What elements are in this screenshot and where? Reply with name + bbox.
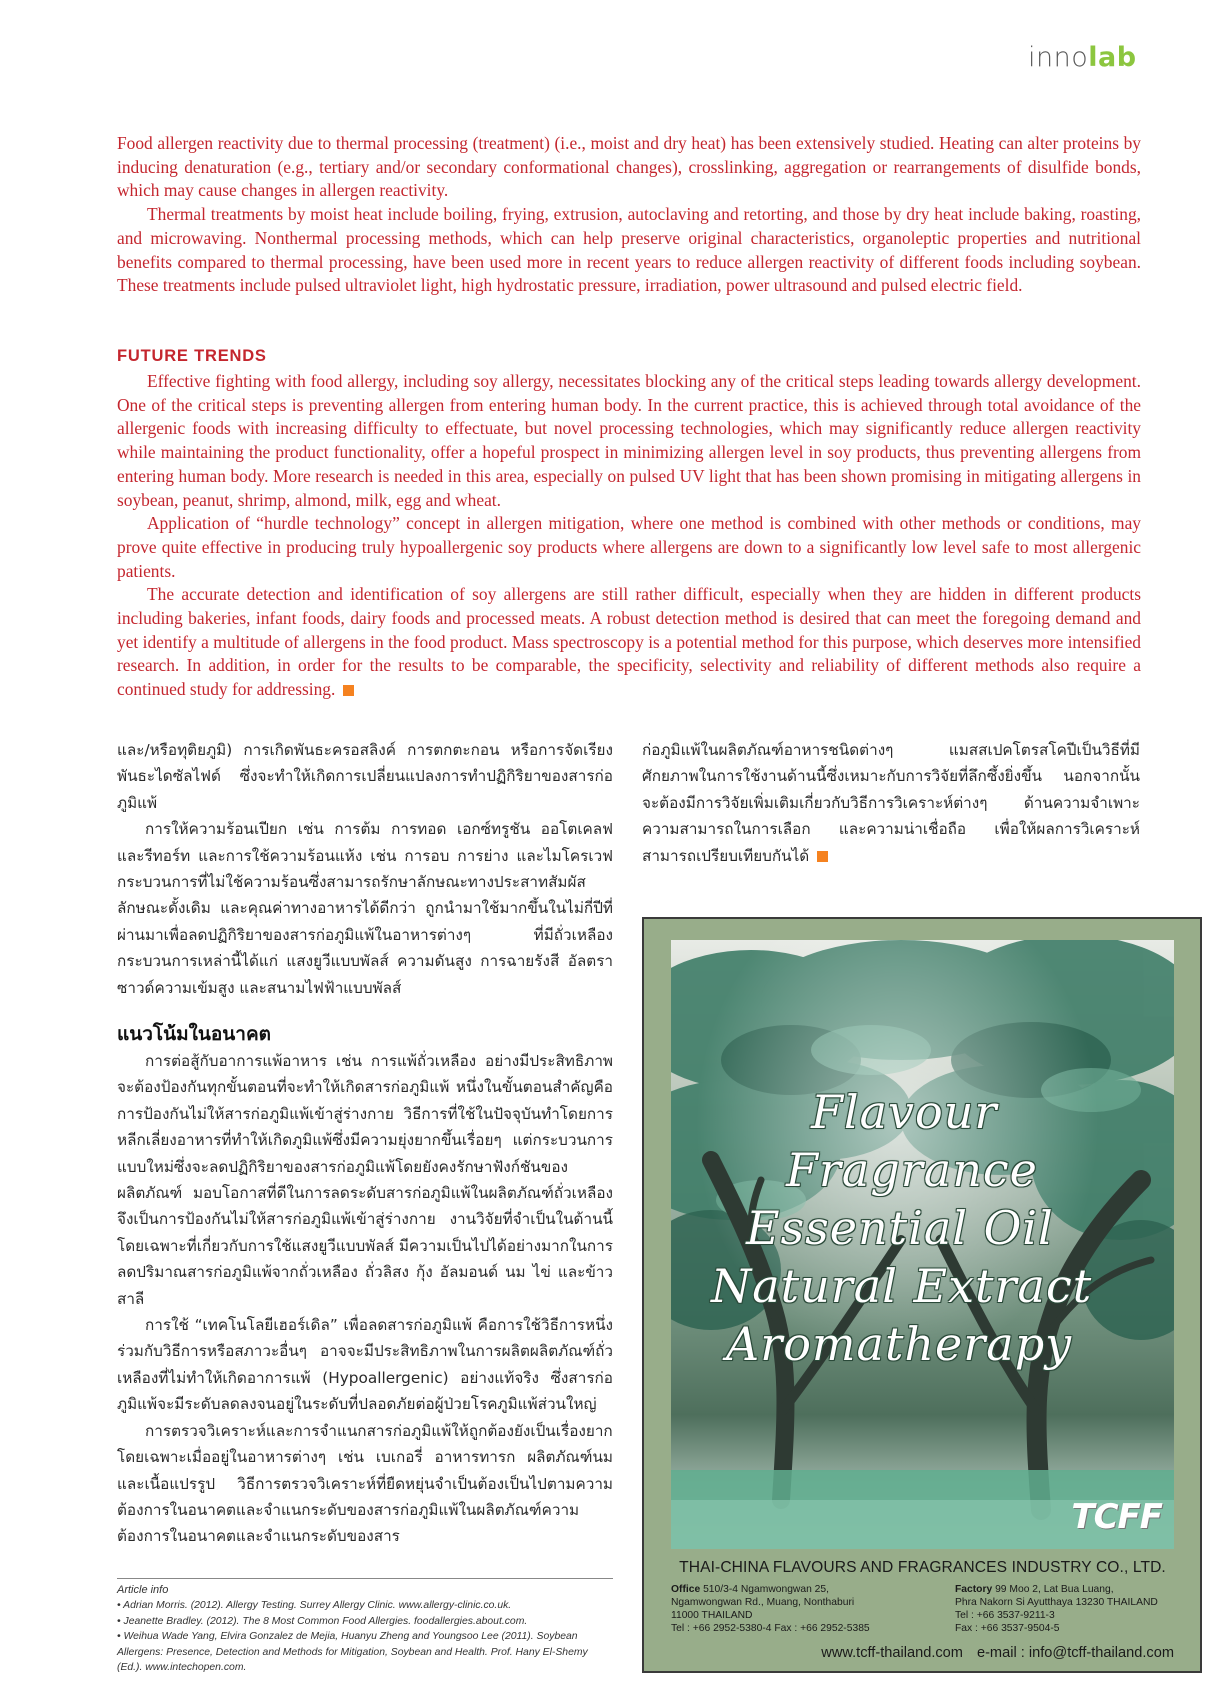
logo-inno-text: inno <box>1028 42 1089 73</box>
english-paragraph <box>117 583 1141 702</box>
ad-words <box>671 940 1174 1549</box>
ad-word: Natural Extract <box>711 1259 1093 1313</box>
reference-item: • Weihua Wade Yang, Elvira Gonzalez de Mejia, Huanyu Zheng and Youngsoo Lee (2011). Soybean Allergens: Presence, Detection and Methods for Mitigation, Soybean and Health. Prof. Hany El-Shemy (Ed.). www.intechopen.com. <box>117 1631 588 1674</box>
office-address <box>671 1583 931 1635</box>
thai-left-trends <box>117 1048 613 1550</box>
tcff-logo: TCFF <box>1071 1497 1162 1537</box>
tcff-advertisement <box>642 917 1202 1673</box>
address-line: 510/3-4 Ngamwongwan 25, <box>703 1584 829 1595</box>
factory-label: Factory <box>955 1584 993 1595</box>
innolab-logo <box>1028 44 1137 71</box>
thai-paragraph-text: ก่อภูมิแพ้ในผลิตภัณฑ์อาหารชนิดต่างๆ แมสสเปคโตรสโคปีเป็นวิธีที่มีศักยภาพในการใช้งานด้านนี้ซึ่งเหมาะกับการวิจัยที่ลึกซึ้งยิ่งขึ้น นอกจากนั้น จะต้องมีการวิจัยเพิ่มเติมเกี่ยวกับวิธีการวิเคราะห์ต่างๆ ด้านความจำเพาะ ความสามารถในการเลือก และความน่าเชื่อถือ เพื่อให้ผลการวิเคราะห์สามารถเปรียบเทียบกันได้ <box>642 741 1140 865</box>
english-paragraph-text: The accurate detection and identification of soy allergens are still rather difficult, especially when they are hidden in different products including bakeries, infant foods, dairy foods and processed meats. A robust detection method is desired that can meet the foregoing demand and yet identify a multitude of allergens in the food product. Mass spectroscopy is a potential method for this purpose, which deserves more intensified research. In addition, in order for the results to be comparable, the specificity, selectivity and reliability of different methods also require a continued study for addressing. <box>117 584 1141 700</box>
address-line: Fax : +66 3537-9504-5 <box>955 1623 1060 1634</box>
company-name: THAI-CHINA FLAVOURS AND FRAGRANCES INDUSTRY CO., LTD. <box>679 1559 1166 1576</box>
english-intro-section <box>117 132 1141 298</box>
website-link[interactable]: www.tcff-thailand.com <box>821 1645 963 1661</box>
future-trends-heading: FUTURE TRENDS <box>117 347 267 365</box>
english-paragraph: Application of “hurdle technology” concept in allergen mitigation, where one method is combined with other methods or conditions, may prove quite effective in producing truly hypoallergenic soy products where allergens are down to a significantly low level safe to most allergenic patients. <box>117 513 1141 581</box>
reference-item: • Jeanette Bradley. (2012). The 8 Most Common Food Allergies. foodallergies.about.com. <box>117 1615 528 1627</box>
english-trends-section <box>117 370 1141 702</box>
address-line: Tel : +66 2952-5380-4 Fax : +66 2952-5385 <box>671 1623 870 1634</box>
address-line: Tel : +66 3537-9211-3 <box>955 1610 1055 1621</box>
thai-paragraph: การให้ความร้อนเปียก เช่น การต้ม การทอด เอกซ์ทรูชัน ออโตเคลฟ และรีทอร์ท และการใช้ความร้อนแห้ง เช่น การอบ การย่าง และไมโครเวฟ กระบวนการที่ไม่ใช้ความร้อนซึ่งสามารถรักษาลักษณะทางประสาทสัมผัส ลักษณะดั้งเดิม และคุณค่าทางอาหารได้ดีกว่า ถูกนำมาใช้มากขึ้นในไม่กี่ปีที่ผ่านมาเพื่อลดปฏิกิริยาของสารก่อภูมิแพ้ในอาหารต่างๆ ที่มีถั่วเหลือง กระบวนการเหล่านี้ได้แก่ แสงยูวีแบบพัลส์ ความดันสูง การฉายรังสี อัลตราซาวด์ความเข้มสูง และสนามไฟฟ้าแบบพัลส์ <box>117 820 613 997</box>
address-line: 99 Moo 2, Lat Bua Luang, <box>995 1584 1114 1595</box>
logo-lab-text: lab <box>1088 42 1137 73</box>
reference-item: • Adrian Morris. (2012). Allergy Testing. Surrey Allergy Clinic. www.allergy-clinic.co.uk. <box>117 1600 512 1612</box>
article-info <box>117 1578 613 1675</box>
english-paragraph: Effective fighting with food allergy, including soy allergy, necessitates blocking any of the critical steps leading towards allergy development. One of the critical steps is preventing allergen from entering human body. In the current practice, this is achieved through total avoidance of the allergenic foods with increasing difficulty to effectuate, but novel processing technologies, which may significantly reduce allergen reactivity while maintaining the product functionality, offer a hopeful prospect in minimizing allergen level in soy products, thus preventing allergens from entering human body. More research is needed in this area, especially on pulsed UV light that has been shown promising in mitigating allergens in soybean, peanut, shrimp, almond, milk, egg and wheat. <box>117 371 1141 510</box>
english-paragraph: Thermal treatments by moist heat include boiling, frying, extrusion, autoclaving and retorting, and those by dry heat include baking, roasting, and microwaving. Nonthermal processing methods, which can help preserve original characteristics, organoleptic properties and nutritional benefits compared to thermal processing, have been used more in recent years to reduce allergen reactivity of different foods including soybean. These treatments include pulsed ultraviolet light, high hydrostatic pressure, irradiation, power ultrasound and pulsed electric field. <box>117 204 1141 296</box>
email-link[interactable]: e-mail : info@tcff-thailand.com <box>976 1645 1174 1661</box>
office-label: Office <box>671 1584 701 1595</box>
thai-paragraph: การใช้ “เทคโนโลยีเฮอร์เดิล” เพื่อลดสารก่อภูมิแพ้ คือการใช้วิธีการหนึ่งร่วมกับวิธีการหรือสภาวะอื่นๆ อาจจะมีประสิทธิภาพในการผลิตผลิตภัณฑ์ถั่วเหลืองที่ไม่ทำให้เกิดอาการแพ้ (Hypoallergenic) อย่างแท้จริง ซึ่งสารก่อภูมิแพ้จะมีระดับลดลงจนอยู่ในระดับที่ปลอดภัยต่อผู้ป่วยโรคภูมิแพ้ส่วนใหญ่ <box>117 1316 613 1414</box>
thai-future-heading: แนวโน้มในอนาคต <box>117 1023 272 1045</box>
end-mark-icon <box>817 851 828 862</box>
ad-word: Aromatherapy <box>726 1317 1073 1371</box>
ad-word: Fragrance <box>786 1143 1038 1197</box>
address-line: Phra Nakorn Si Ayutthaya 13230 THAILAND <box>955 1597 1158 1608</box>
ad-contact <box>671 1645 1174 1661</box>
thai-paragraph: การตรวจวิเคราะห์และการจำแนกสารก่อภูมิแพ้ให้ถูกต้องยังเป็นเรื่องยากโดยเฉพาะเมื่ออยู่ในอาหารต่างๆ เช่น เบเกอรี่ อาหารทารก ผลิตภัณฑ์นม และเนื้อแปรรูป วิธีการตรวจวิเคราะห์ที่ยืดหยุ่นจำเป็นต้องเป็นไปตามความต้องการในอนาคตและจำแนกระดับของสารก่อภูมิแพ้ในผลิตภัณฑ์ความต้องการในอนาคตและจำแนกระดับของสาร <box>117 1421 613 1546</box>
thai-paragraph: และ/หรือทุติยภูมิ) การเกิดพันธะครอสลิงค์ การตกตะกอน หรือการจัดเรียงพันธะไดซัลไฟด์ ซึ่งจะทำให้เกิดการเปลี่ยนแปลงการทำปฏิกิริยาของสารก่อภูมิแพ้ <box>117 741 613 812</box>
english-paragraph: Food allergen reactivity due to thermal processing (treatment) (i.e., moist and dry heat) has been extensively studied. Heating can alter proteins by inducing denaturation (e.g., tertiary and/or secondary conformational changes), crosslinking, aggregation or rearrangements of disulfide bonds, which may cause changes in allergen reactivity. <box>117 133 1141 201</box>
article-info-title: Article info <box>117 1584 169 1596</box>
factory-address <box>955 1583 1180 1635</box>
ad-word: Flavour <box>811 1085 998 1139</box>
thai-paragraph: การต่อสู้กับอาการแพ้อาหาร เช่น การแพ้ถั่วเหลือง อย่างมีประสิทธิภาพ จะต้องป้องกันทุกขั้นตอนที่จะทำให้เกิดสารก่อภูมิแพ้ หนึ่งในขั้นตอนสำคัญคือการป้องกันไม่ให้สารก่อภูมิแพ้เข้าสู่ร่างกาย วิธีการที่ใช้ในปัจจุบันทำโดยการหลีกเลี่ยงอาหารที่ทำให้เกิดภูมิแพ้ซึ่งมีความยุ่งยากขึ้นเรื่อยๆ แต่กระบวนการแบบใหม่ซึ่งจะลดปฏิกิริยาของสารก่อภูมิแพ้โดยยังคงรักษาฟังก์ชันของผลิตภัณฑ์ มอบโอกาสที่ดีในการลดระดับสารก่อภูมิแพ้ในผลิตภัณฑ์ถั่วเหลือง จึงเป็นการป้องกันไม่ให้สารก่อภูมิแพ้เข้าสู่ร่างกาย งานวิจัยที่จำเป็นในด้านนี้ โดยเฉพาะที่เกี่ยวกับการใช้แสงยูวีแบบพัลส์ มีความเป็นไปได้อย่างมากในการลดปริมาณสารก่อภูมิแพ้จากถั่วเหลือง ถั่วลิสง กุ้ง อัลมอนด์ นม ไข่ และข้าวสาลี <box>117 1052 613 1308</box>
address-line: 11000 THAILAND <box>671 1610 753 1621</box>
thai-left-intro <box>117 737 613 1001</box>
end-mark-icon <box>343 685 354 696</box>
thai-right-column <box>642 737 1140 869</box>
ad-word: Essential Oil <box>746 1201 1054 1255</box>
thai-paragraph <box>642 737 1140 869</box>
address-line: Ngamwongwan Rd., Muang, Nonthaburi <box>671 1597 855 1608</box>
